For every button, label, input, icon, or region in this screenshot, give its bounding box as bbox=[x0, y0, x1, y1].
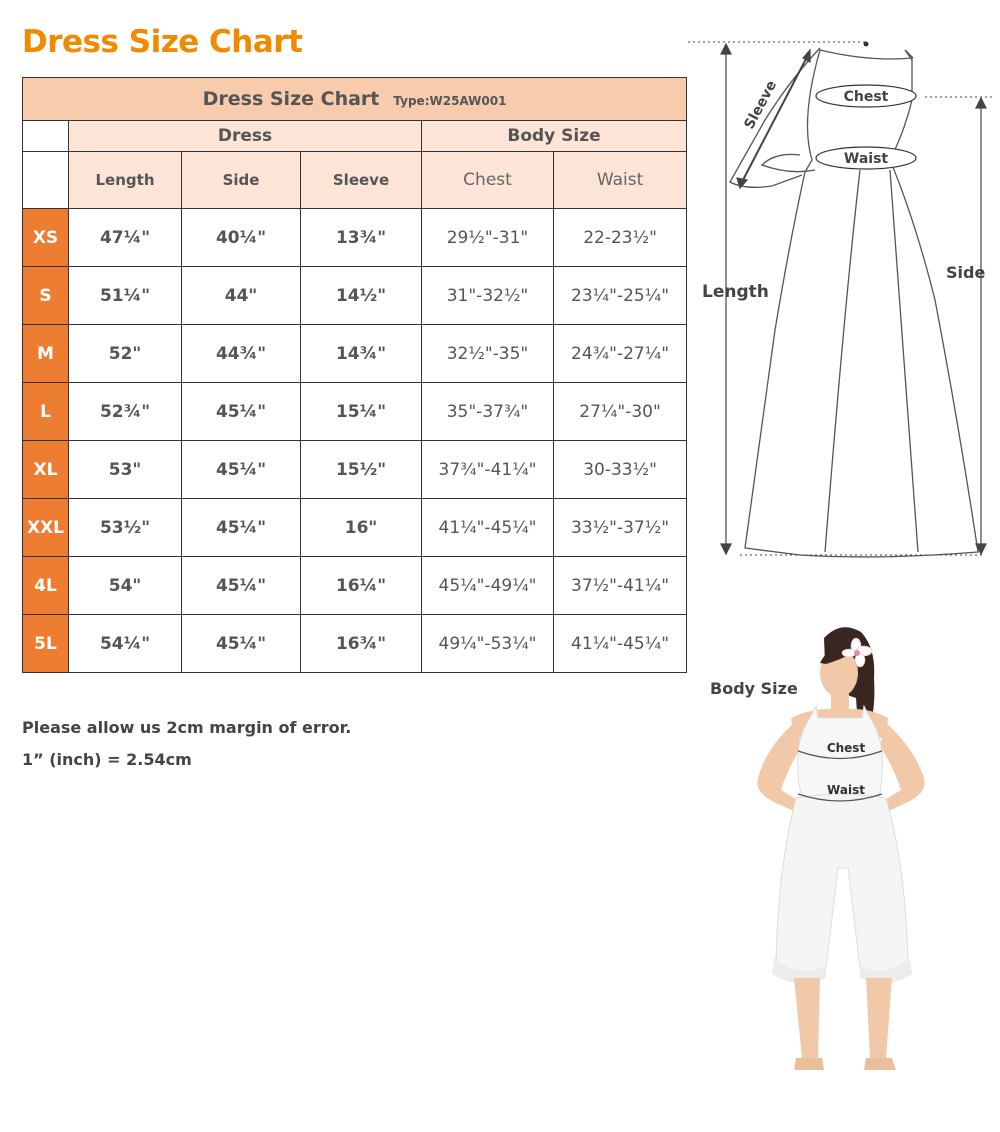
sleeve-cell: 13¾" bbox=[301, 209, 422, 267]
length-cell: 52" bbox=[69, 325, 182, 383]
size-label: XS bbox=[23, 209, 69, 267]
chest-cell: 35"-37¾" bbox=[422, 383, 554, 441]
sleeve-cell: 15¼" bbox=[301, 383, 422, 441]
size-label: 5L bbox=[23, 615, 69, 673]
inch-note: 1” (inch) = 2.54cm bbox=[22, 750, 192, 769]
table-row bbox=[23, 267, 687, 325]
sleeve-cell: 16" bbox=[301, 499, 422, 557]
table-row bbox=[23, 441, 687, 499]
sleeve-cell: 14¾" bbox=[301, 325, 422, 383]
waist-cell: 33½"-37½" bbox=[554, 499, 687, 557]
size-label: L bbox=[23, 383, 69, 441]
side-cell: 45¼" bbox=[182, 383, 301, 441]
column-header-sleeve: Sleeve bbox=[301, 152, 422, 209]
chest-cell: 45¼"-49¼" bbox=[422, 557, 554, 615]
photo-waist-label: Waist bbox=[827, 783, 865, 797]
diagram-waist-label: Waist bbox=[843, 151, 889, 167]
diagram-length-label: Length bbox=[702, 282, 769, 302]
side-cell: 44" bbox=[182, 267, 301, 325]
column-header-waist: Waist bbox=[554, 152, 687, 209]
length-cell: 54¼" bbox=[69, 615, 182, 673]
length-cell: 53" bbox=[69, 441, 182, 499]
body-size-heading: Body Size bbox=[710, 679, 798, 698]
diagram-side-label: Side bbox=[946, 263, 986, 282]
type-code: Type:W25AW001 bbox=[393, 94, 507, 108]
table-row bbox=[23, 557, 687, 615]
size-label: XL bbox=[23, 441, 69, 499]
table-row bbox=[23, 383, 687, 441]
waist-cell: 41¼"-45¼" bbox=[554, 615, 687, 673]
waist-cell: 30-33½" bbox=[554, 441, 687, 499]
dress-outline-icon bbox=[730, 48, 978, 557]
sleeve-cell: 16¾" bbox=[301, 615, 422, 673]
group-header-body-size: Body Size bbox=[422, 121, 687, 152]
size-label: XXL bbox=[23, 499, 69, 557]
dress-diagram bbox=[686, 8, 998, 568]
chest-cell: 49¼"-53¼" bbox=[422, 615, 554, 673]
diagram-sleeve-label: Sleeve bbox=[741, 78, 781, 132]
table-row bbox=[23, 499, 687, 557]
margin-note: Please allow us 2cm margin of error. bbox=[22, 718, 352, 737]
side-cell: 40¼" bbox=[182, 209, 301, 267]
length-cell: 53½" bbox=[69, 499, 182, 557]
table-caption bbox=[23, 78, 687, 121]
length-cell: 47¼" bbox=[69, 209, 182, 267]
chest-cell: 32½"-35" bbox=[422, 325, 554, 383]
size-chart-table bbox=[22, 77, 687, 673]
table-row bbox=[23, 209, 687, 267]
table-row bbox=[23, 615, 687, 673]
chest-cell: 41¼"-45¼" bbox=[422, 499, 554, 557]
column-header-side: Side bbox=[182, 152, 301, 209]
sleeve-cell: 16¼" bbox=[301, 557, 422, 615]
size-label: M bbox=[23, 325, 69, 383]
photo-chest-label: Chest bbox=[826, 741, 866, 755]
size-label: S bbox=[23, 267, 69, 325]
side-cell: 44¾" bbox=[182, 325, 301, 383]
corner-cell bbox=[23, 121, 69, 152]
diagram-chest-label: Chest bbox=[843, 89, 889, 105]
table-caption-title: Dress Size Chart bbox=[202, 88, 380, 110]
chest-cell: 37¾"-41¼" bbox=[422, 441, 554, 499]
chest-cell: 31"-32½" bbox=[422, 267, 554, 325]
side-cell: 45¼" bbox=[182, 441, 301, 499]
sleeve-cell: 15½" bbox=[301, 441, 422, 499]
waist-cell: 37½"-41¼" bbox=[554, 557, 687, 615]
page-title: Dress Size Chart bbox=[22, 24, 303, 60]
column-header-chest: Chest bbox=[422, 152, 554, 209]
chest-cell: 29½"-31" bbox=[422, 209, 554, 267]
model-photo bbox=[736, 618, 951, 1084]
group-header-dress: Dress bbox=[69, 121, 422, 152]
side-cell: 45¼" bbox=[182, 557, 301, 615]
side-cell: 45¼" bbox=[182, 615, 301, 673]
sleeve-cell: 14½" bbox=[301, 267, 422, 325]
length-cell: 51¼" bbox=[69, 267, 182, 325]
waist-cell: 24¾"-27¼" bbox=[554, 325, 687, 383]
model-figure-icon bbox=[757, 627, 924, 1070]
corner-cell bbox=[23, 152, 69, 209]
size-label: 4L bbox=[23, 557, 69, 615]
waist-cell: 22-23½" bbox=[554, 209, 687, 267]
length-cell: 54" bbox=[69, 557, 182, 615]
waist-cell: 27¼"-30" bbox=[554, 383, 687, 441]
waist-cell: 23¼"-25¼" bbox=[554, 267, 687, 325]
side-cell: 45¼" bbox=[182, 499, 301, 557]
table-row bbox=[23, 325, 687, 383]
column-header-length: Length bbox=[69, 152, 182, 209]
length-cell: 52¾" bbox=[69, 383, 182, 441]
